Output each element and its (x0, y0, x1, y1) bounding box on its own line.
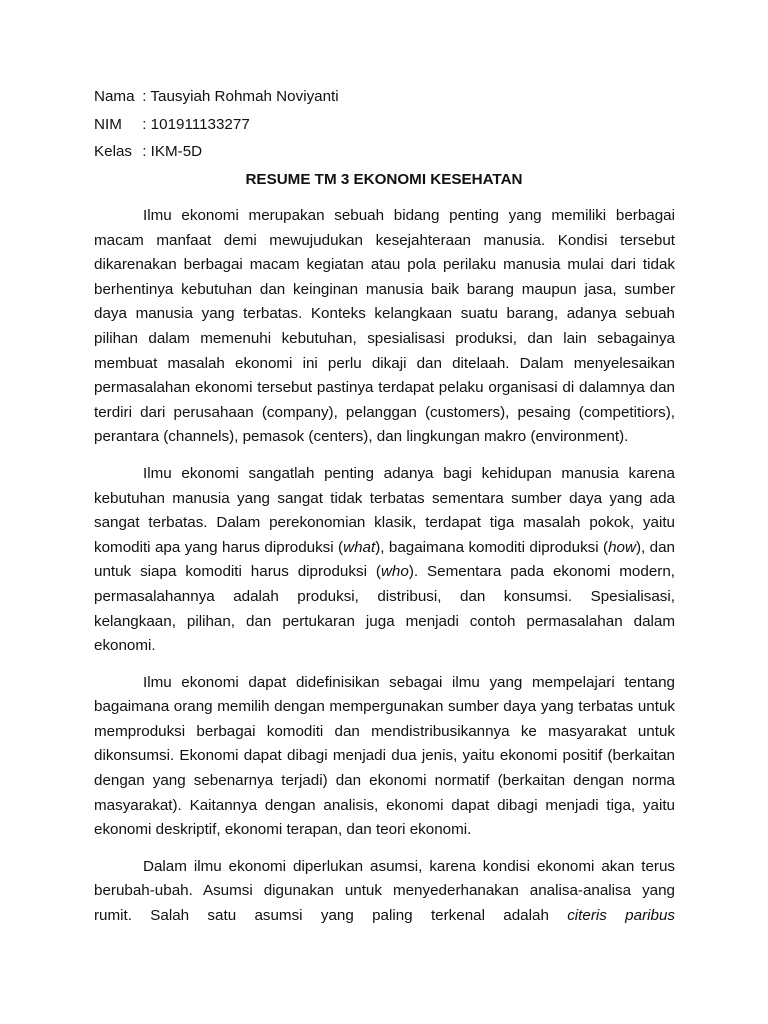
nim-label: NIM (94, 116, 122, 133)
student-name-line (94, 87, 339, 107)
name-value: : Tausyiah Rohmah Noviyanti (142, 88, 339, 105)
paragraph-4 (94, 855, 675, 929)
document-title-text: RESUME TM 3 EKONOMI KESEHATAN (245, 171, 523, 188)
paragraph-4-citeris-paribus: citeris paribus (567, 907, 675, 925)
paragraph-4-part-1: Dalam ilmu ekonomi diperlukan asumsi, karena kondisi ekonomi akan terus berubah-ubah. Asumsi digunakan untuk menyederhanakan analisa-analisa yang rumit. Salah satu asumsi yang paling terkenal adalah (94, 857, 675, 925)
paragraph-2 (94, 462, 675, 659)
nim-value: : 101911133277 (142, 116, 250, 133)
paragraph-2-how: how (608, 538, 636, 556)
document-body (94, 204, 675, 941)
paragraph-2-part-1: Ilmu ekonomi sangatlah penting adanya bagi kehidupan manusia karena kebutuhan manusia yang sangat tidak terbatas sementara sumber daya yang ada sangat terbatas. Dalam perekonomian klasik, terdapat tiga masalah pokok, yaitu komoditi apa yang harus diproduksi ( (94, 464, 675, 556)
paragraph-2-part-4: ). Sementara pada ekonomi modern, permasalahannya adalah produksi, distribusi, dan konsumsi. Spesialisasi, kelangkaan, pilihan, dan pertukaran juga menjadi contoh permasalahan dalam ekonomi. (94, 563, 675, 655)
paragraph-3: Ilmu ekonomi dapat didefinisikan sebagai ilmu yang mempelajari tentang bagaimana orang memilih dengan mempergunakan sumber daya yang terbatas untuk memproduksi berbagai komoditi dan mendistribusikannya ke masyarakat untuk dikonsumsi. Ekonomi dapat dibagi menjadi dua jenis, yaitu ekonomi positif (berkaitan dengan yang sebenarnya terjadi) dan ekonomi normatif (berkaitan dengan norma masyarakat). Kaitannya dengan analisis, ekonomi dapat dibagi menjadi tiga, yaitu ekonomi deskriptif, ekonomi terapan, dan teori ekonomi. (94, 673, 675, 839)
paragraph-1: Ilmu ekonomi merupakan sebuah bidang penting yang memiliki berbagai macam manfaat demi mewujudukan kesejahteraan manusia. Kondisi tersebut dikarenakan berbagai macam kegiatan atau pola perilaku manusia mulai dari tidak berhentinya kebutuhan dan keinginan manusia baik barang maupun jasa, sumber daya manusia yang terbatas. Konteks kelangkaan suatu barang, adanya sebuah pilihan dalam memenuhi kebutuhan, spesialisasi produksi, dan lain sebagainya membuat masalah ekonomi ini perlu dikaji dan ditelaah. Dalam menyelesaikan permasalahan ekonomi tersebut pastinya terdapat pelaku organisasi di dalamnya dan terdiri dari perusahaan (company), pelanggan (customers), pesaing (competitiors), perantara (channels), pemasok (centers), dan lingkungan makro (environment). (94, 207, 675, 446)
student-id-line (94, 115, 250, 135)
document-title (0, 170, 768, 190)
paragraph-2-who: who (380, 563, 409, 581)
class-label: Kelas (94, 143, 132, 160)
class-line (94, 142, 202, 162)
paragraph-2-what: what (343, 538, 376, 556)
paragraph-2-part-2: ), bagaimana komoditi diproduksi ( (375, 538, 609, 556)
paragraph-2-part-3: ), dan untuk siapa komoditi harus diproduksi ( (94, 538, 675, 581)
name-label: Nama (94, 88, 135, 105)
class-value: : IKM-5D (142, 143, 203, 160)
